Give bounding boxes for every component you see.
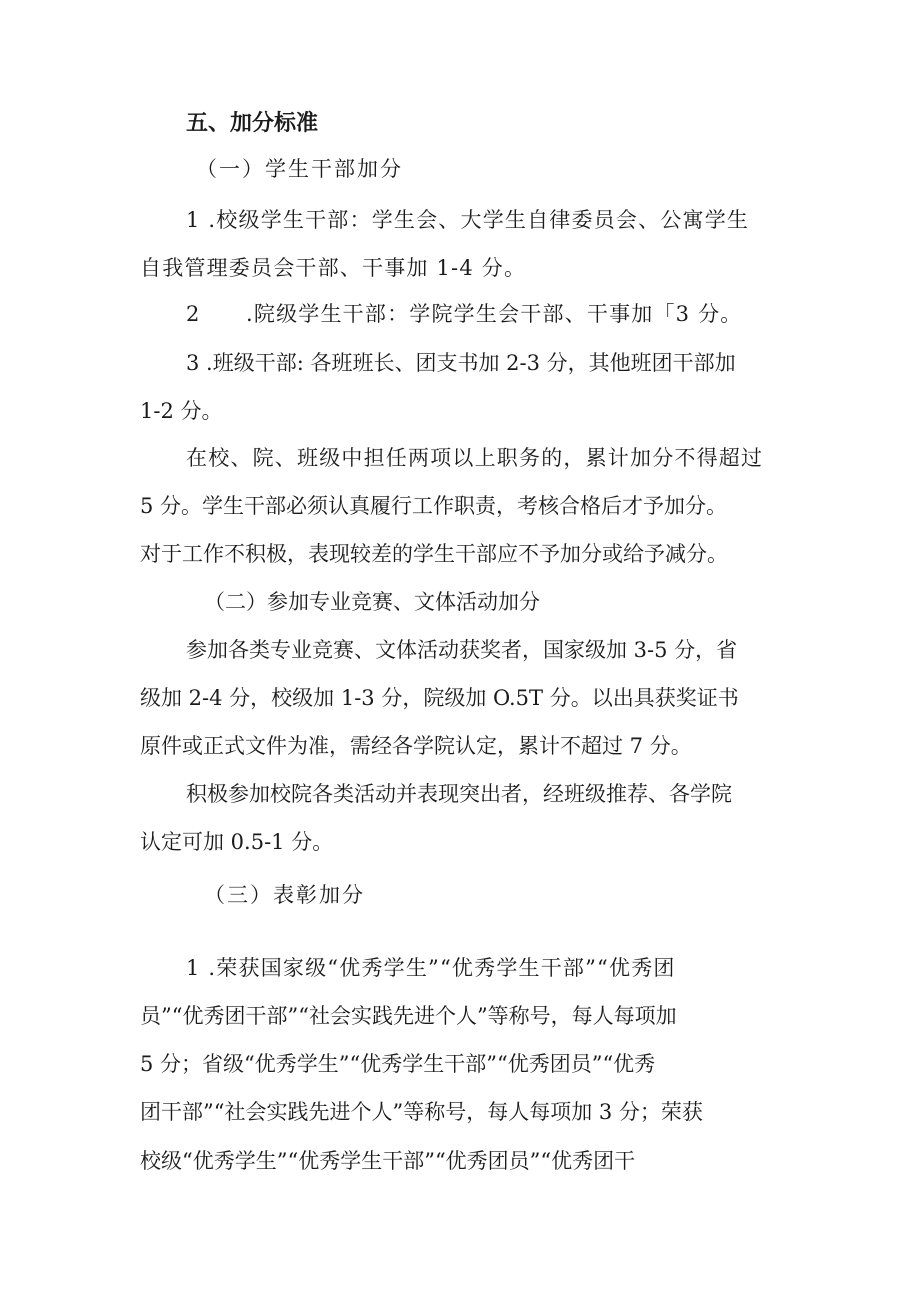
part1-item2-number: 2: [186, 302, 200, 326]
part1-item1-line1: 1 .校级学生干部：学生会、大学生自律委员会、公寓学生: [186, 208, 750, 232]
part1-item2-text: .院级学生干部：学院学生会干部、干事加「3 分。: [246, 302, 743, 326]
part3-item1-line5: 校级“优秀学生”“优秀学生干部”“优秀团员”“优秀团干: [140, 1149, 636, 1173]
part1-heading: （一）学生干部加分: [196, 157, 403, 181]
part1-note-line2: 5 分。学生干部必须认真履行工作职责，考核合格后才予加分。: [140, 494, 728, 518]
part2-p1-line2: 级加 2-4 分，校级加 1-3 分，院级加 O.5T 分。以出具获奖证书: [140, 686, 739, 710]
part2-p2-line1: 积极参加校院各类活动并表现突出者，经班级推荐、各学院: [186, 782, 732, 806]
part1-note-line1: 在校、院、班级中担任两项以上职务的，累计加分不得超过: [186, 446, 764, 470]
part1-note-line3: 对于工作不积极，表现较差的学生干部应不予加分或给予减分。: [140, 542, 728, 566]
part1-item3-line1: 3 .班级干部: 各班班长、团支书加 2-3 分，其他班团干部加: [186, 351, 736, 375]
part3-item1-line3: 5 分；省级“优秀学生”“优秀学生干部”“优秀团员”“优秀: [140, 1052, 656, 1076]
part1-item1-line2: 自我管理委员会干部、干事加 1-4 分。: [140, 256, 527, 280]
section-heading: 五、加分标准: [186, 111, 319, 136]
part3-heading: （三）表彰加分: [204, 883, 365, 907]
part3-item1-line2: 员”“优秀团干部”“社会实践先进个人”等称号，每人每项加: [140, 1004, 677, 1028]
part2-p1-line3: 原件或正式文件为准，需经各学院认定，累计不超过 7 分。: [140, 734, 692, 758]
part2-heading: （二）参加专业竞赛、文体活动加分: [204, 590, 540, 614]
part3-item1-line1: 1 .荣获国家级“优秀学生”“优秀学生干部”“优秀团: [186, 956, 676, 980]
part3-item1-line4: 团干部”“社会实践先进个人”等称号，每人每项加 3 分；荣获: [140, 1100, 703, 1124]
part2-p1-line1: 参加各类专业竞赛、文体活动获奖者，国家级加 3-5 分，省: [186, 638, 738, 662]
part1-item3-line2: 1-2 分。: [140, 399, 223, 423]
part2-p2-line2: 认定可加 0.5-1 分。: [140, 830, 334, 854]
